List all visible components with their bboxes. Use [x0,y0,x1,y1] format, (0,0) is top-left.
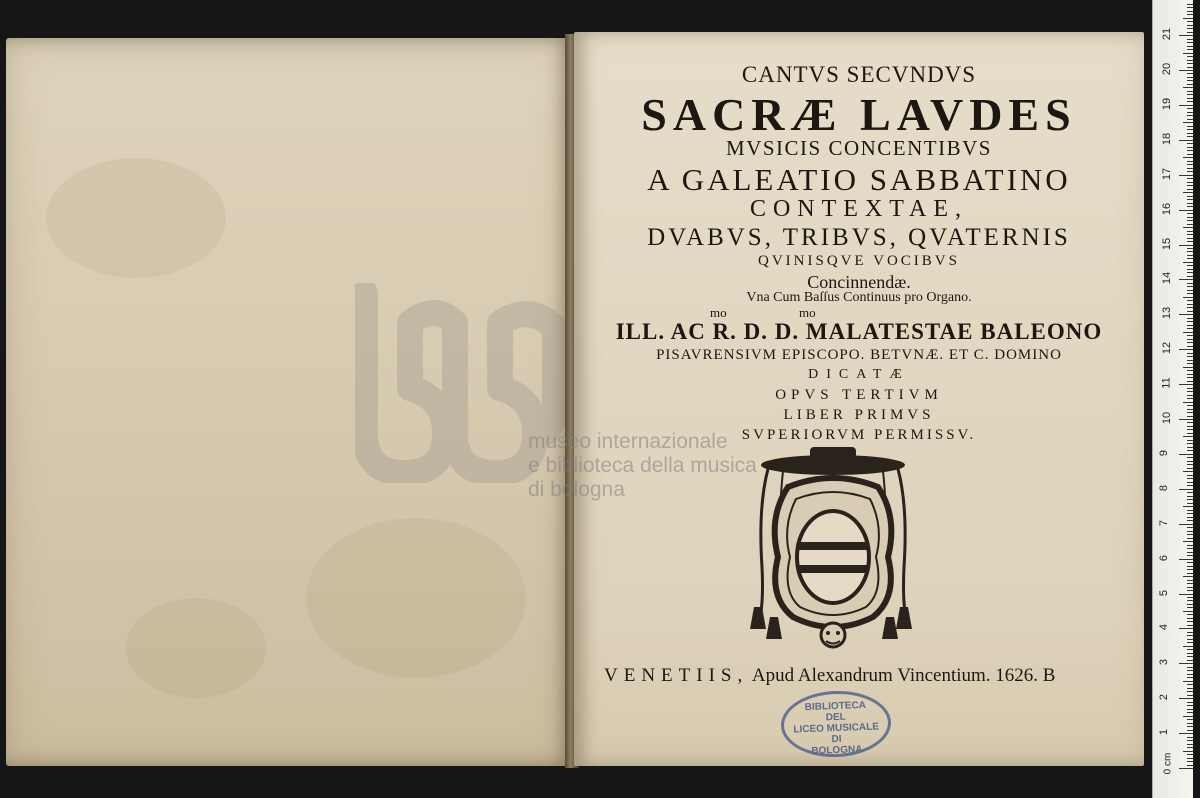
stamp-line-2: DEL [825,711,846,724]
ruler-tick [1183,192,1193,193]
ruler-number: 18 [1161,132,1174,145]
subtitle: MVSICIS CONCENTIBVS [726,136,992,160]
ruler-tick [1187,46,1193,47]
ruler-tick [1187,510,1193,511]
ruler-tick [1187,115,1193,116]
ruler-tick [1187,499,1193,500]
ruler-tick [1187,304,1193,305]
concinnendae-line: Concinnendæ. [807,272,911,292]
ruler-tick [1187,342,1193,343]
ruler-tick [1187,730,1193,731]
ruler-tick [1183,576,1193,577]
ruler-tick [1187,758,1193,759]
ruler-tick [1183,53,1193,54]
ruler-tick [1187,14,1193,15]
ruler-number: 5 [1158,589,1171,596]
ruler-tick [1187,98,1193,99]
ruler-tick [1187,381,1193,382]
ruler-tick [1187,199,1193,200]
ruler-tick [1179,454,1193,455]
ruler-tick [1187,133,1193,134]
ruler-tick [1187,709,1193,710]
ruler-tick [1187,555,1193,556]
ruler-tick [1187,587,1193,588]
stamp-line-3: LICEO MUSICALE [793,721,880,736]
ruler-tick [1187,461,1193,462]
ruler-tick [1187,360,1193,361]
ruler-tick [1179,279,1193,280]
ruler-tick [1187,737,1193,738]
ruler-tick [1179,384,1193,385]
part-name: CANTVS SECVNDVS [741,62,977,87]
ruler-number: 1 [1158,729,1171,736]
ruler-tick [1187,639,1193,640]
ruler-tick [1187,503,1193,504]
ruler-tick [1187,545,1193,546]
ruler-tick [1187,440,1193,441]
ruler-tick [1187,573,1193,574]
permission-line: SVPERIORVM PERMISSV. [741,427,977,443]
ruler-tick [1187,482,1193,483]
ruler-tick [1187,667,1193,668]
ruler-tick [1187,84,1193,85]
ruler-tick [1187,238,1193,239]
ruler-tick [1187,723,1193,724]
ruler-tick [1179,698,1193,699]
ruler-tick [1187,747,1193,748]
ruler-tick [1187,42,1193,43]
ruler-tick [1187,527,1193,528]
ruler-tick [1183,716,1193,717]
ruler-tick [1179,105,1193,106]
ruler-tick [1187,702,1193,703]
ruler-tick [1187,712,1193,713]
ruler-tick [1187,147,1193,148]
ruler-tick [1187,513,1193,514]
imprint-city: VENETIIS, [604,665,749,686]
ruler-tick [1187,447,1193,448]
ruler-tick [1187,231,1193,232]
ruler-tick [1187,363,1193,364]
ruler-tick [1187,161,1193,162]
ruler-tick [1187,63,1193,64]
composer: A GALEATIO SABBATINO [647,162,1071,197]
ruler-tick [1187,94,1193,95]
ruler-tick [1187,73,1193,74]
ruler-tick [1187,534,1193,535]
ruler-tick [1187,213,1193,214]
ruler-tick [1187,642,1193,643]
ruler-tick [1187,178,1193,179]
ruler-tick [1187,531,1193,532]
watermark-line-3: di bologna [528,478,625,501]
ruler-tick [1187,28,1193,29]
ruler-tick [1179,245,1193,246]
ruler-tick [1179,768,1193,769]
ruler-tick [1187,674,1193,675]
ruler-tick [1187,677,1193,678]
ruler-tick [1187,422,1193,423]
ruler-tick [1187,283,1193,284]
ruler-number: 11 [1160,377,1173,389]
ruler-tick [1187,286,1193,287]
paper-stain [306,518,526,678]
ruler-tick [1187,538,1193,539]
ruler-tick [1187,276,1193,277]
ruler-tick [1187,80,1193,81]
ruler-tick [1187,60,1193,61]
ruler-tick [1187,164,1193,165]
ruler-tick [1187,77,1193,78]
ruler-tick [1187,416,1193,417]
ruler-tick [1187,108,1193,109]
ruler-tick [1187,590,1193,591]
ruler-tick [1187,653,1193,654]
ruler-tick [1187,4,1193,5]
ruler-tick [1187,328,1193,329]
ruler-tick [1187,478,1193,479]
ruler-tick [1179,663,1193,664]
ruler-tick [1187,307,1193,308]
ruler-tick [1187,443,1193,444]
stamp-line-1: BIBLIOTECA [804,699,867,714]
ruler-tick [1187,566,1193,567]
ruler-tick [1187,457,1193,458]
ruler-tick [1187,754,1193,755]
ruler-tick [1187,39,1193,40]
stamp-line-5: BOLOGNA [811,744,863,757]
ruler-number: 12 [1161,342,1174,355]
ruler-tick [1179,70,1193,71]
ruler-tick [1187,171,1193,172]
watermark-line-2: e biblioteca della musica [528,454,757,477]
ruler-tick [1187,154,1193,155]
ruler-tick [1187,112,1193,113]
ruler-tick [1187,464,1193,465]
ruler-tick [1187,32,1193,33]
ruler-tick [1187,339,1193,340]
ruler-tick [1187,656,1193,657]
ruler-tick [1187,356,1193,357]
ruler-tick [1179,559,1193,560]
ruler-tick [1187,56,1193,57]
ruler-tick [1179,733,1193,734]
ruler-tick [1187,168,1193,169]
ruler-tick [1187,719,1193,720]
paper-stain [126,598,266,698]
ruler-tick [1187,150,1193,151]
paper-stain [46,158,226,278]
ruler-tick [1187,189,1193,190]
ruler-tick [1183,436,1193,437]
ruler-tick [1187,426,1193,427]
superscript-mo-1: mo [710,305,727,320]
ruler-tick [1187,206,1193,207]
ruler-tick [1187,318,1193,319]
ruler-tick [1187,119,1193,120]
ruler-tick [1187,185,1193,186]
ruler-tick [1187,224,1193,225]
ruler-tick [1187,618,1193,619]
ruler-tick [1187,569,1193,570]
ruler-tick [1187,7,1193,8]
ruler-number: 17 [1161,167,1174,180]
ruler-tick [1183,87,1193,88]
imprint [604,665,1055,687]
ruler-number: 3 [1158,659,1171,666]
ruler-tick [1187,258,1193,259]
ruler-tick [1187,496,1193,497]
ruler-tick [1187,765,1193,766]
ruler-number: 20 [1161,62,1174,76]
ruler-number: 21 [1161,27,1174,41]
ruler-tick [1187,398,1193,399]
ruler-number: 7 [1158,519,1171,526]
ruler-tick [1187,388,1193,389]
ruler-tick [1183,122,1193,123]
ruler-tick [1187,649,1193,650]
ruler-tick [1183,332,1193,333]
ruler-tick [1187,405,1193,406]
ruler-tick [1187,607,1193,608]
ruler-tick [1179,175,1193,176]
ruler-tick [1187,395,1193,396]
ruler-tick [1187,412,1193,413]
ruler-tick [1187,450,1193,451]
ruler-number: 15 [1161,237,1174,250]
ruler-tick [1187,552,1193,553]
ruler-tick [1179,594,1193,595]
ruler-number: 10 [1161,411,1174,425]
ruler-tick [1187,290,1193,291]
ruler-tick [1187,182,1193,183]
ruler-tick [1179,35,1193,36]
ruler-number: 16 [1161,202,1174,215]
ruler-tick [1187,321,1193,322]
ruler-tick [1179,349,1193,350]
ruler-tick [1179,210,1193,211]
ruler-tick [1187,562,1193,563]
ruler-tick [1187,353,1193,354]
book-line: LIBER PRIMVS [783,407,935,423]
ruler-tick [1187,325,1193,326]
ruler-number: 14 [1161,272,1174,285]
ruler-tick [1187,604,1193,605]
ruler-tick [1187,548,1193,549]
ruler-tick [1187,744,1193,745]
ruler-number: 2 [1158,694,1171,701]
ruler-tick [1187,234,1193,235]
ruler-tick [1187,761,1193,762]
ruler-tick [1187,614,1193,615]
ruler-tick [1187,695,1193,696]
ruler-number: 4 [1158,624,1171,631]
ruler-tick [1187,433,1193,434]
ruler-tick [1187,705,1193,706]
ruler-unit: 0 cm [1162,752,1174,775]
opus-line: OPVS TERTIVM [775,387,943,403]
ruler-tick [1187,269,1193,270]
ruler-tick [1187,272,1193,273]
ruler-tick [1187,220,1193,221]
ruler-tick [1183,402,1193,403]
ruler-tick [1187,726,1193,727]
ruler-tick [1187,136,1193,137]
ruler-tick [1183,157,1193,158]
ruler-tick [1187,475,1193,476]
ruler-tick [1187,580,1193,581]
ruler-tick [1179,524,1193,525]
ruler-tick [1183,646,1193,647]
ruler-tick [1187,217,1193,218]
ruler-tick [1187,583,1193,584]
ruler-number: 6 [1158,554,1171,561]
ruler-tick [1187,311,1193,312]
superscript-mo-2: mo [799,305,816,320]
ruler-tick [1187,691,1193,692]
ruler-tick [1183,751,1193,752]
ruler-tick [1187,126,1193,127]
ruler-tick [1183,611,1193,612]
ruler-tick [1187,409,1193,410]
ruler-tick [1179,314,1193,315]
ruler-tick [1187,660,1193,661]
ruler-tick [1179,489,1193,490]
ruler-tick [1187,635,1193,636]
ruler-tick [1187,625,1193,626]
measuring-ruler [1152,0,1193,798]
ruler-tick [1187,597,1193,598]
ruler-tick [1187,688,1193,689]
watermark-line-1: museo internazionale [528,430,728,453]
ruler-tick [1187,67,1193,68]
stamp-line-4: DI [831,733,842,746]
ruler-tick [1187,335,1193,336]
coat-of-arms-icon [748,447,918,657]
ruler-tick [1179,419,1193,420]
ruler-tick [1187,377,1193,378]
ruler-tick [1183,506,1193,507]
ruler-tick [1187,129,1193,130]
basso-continuo-line: Vna Cum Baſſus Continuus pro Organo. [746,290,972,305]
work-title: SACRÆ LAVDES [641,89,1077,140]
ruler-tick [1183,471,1193,472]
ruler-tick [1187,684,1193,685]
ruler-tick [1183,367,1193,368]
ruler-tick [1187,346,1193,347]
ruler-tick [1187,520,1193,521]
ruler-tick [1187,429,1193,430]
ruler-tick [1187,101,1193,102]
dedicatee: ILL. AC R. D. D. MALATESTAE BALEONO [615,319,1103,344]
ruler-tick [1187,600,1193,601]
ruler-tick [1183,227,1193,228]
ruler-tick [1187,293,1193,294]
ruler-tick [1187,203,1193,204]
ruler-number: 8 [1158,484,1171,491]
ruler-tick [1187,632,1193,633]
ruler-tick [1187,49,1193,50]
ruler-tick [1187,25,1193,26]
ruler-tick [1187,485,1193,486]
ruler-number: 19 [1161,97,1174,111]
ruler-tick [1187,492,1193,493]
ruler-tick [1187,370,1193,371]
ruler-tick [1187,241,1193,242]
ruler-tick [1187,621,1193,622]
ruler-tick [1187,265,1193,266]
ruler-tick [1187,248,1193,249]
ruler-tick [1187,670,1193,671]
ruler-tick [1187,255,1193,256]
ruler-tick [1187,196,1193,197]
ruler-tick [1183,297,1193,298]
ruler-tick [1187,391,1193,392]
ruler-tick [1183,541,1193,542]
ruler-tick [1187,21,1193,22]
ruler-tick [1187,740,1193,741]
ruler-tick [1187,11,1193,12]
ruler-number: 9 [1158,449,1171,456]
ruler-tick [1187,374,1193,375]
dedicatee-title: PISAVRENSIVM EPISCOPO. BETVNÆ. ET C. DOMINO [656,347,1062,363]
ruler-tick [1183,262,1193,263]
ruler-tick [1179,140,1193,141]
voices-line: DVABVS, TRIBVS, QVATERNIS [647,224,1071,251]
ruler-tick [1187,91,1193,92]
ruler-tick [1187,143,1193,144]
ruler-tick [1179,628,1193,629]
ruler-tick [1183,681,1193,682]
dicatae-line: DICATÆ [808,367,910,382]
imprint-publisher: Apud Alexandrum Vincentium. 1626. B [748,665,1056,686]
ruler-number: 13 [1161,307,1174,320]
ruler-tick [1187,468,1193,469]
contextae-line: CONTEXTAE, [749,196,969,222]
ruler-tick [1187,300,1193,301]
ruler-tick [1187,251,1193,252]
ruler-tick [1183,18,1193,19]
ruler-tick [1187,517,1193,518]
voices-line-2: QVINISQVE VOCIBVS [758,253,960,269]
